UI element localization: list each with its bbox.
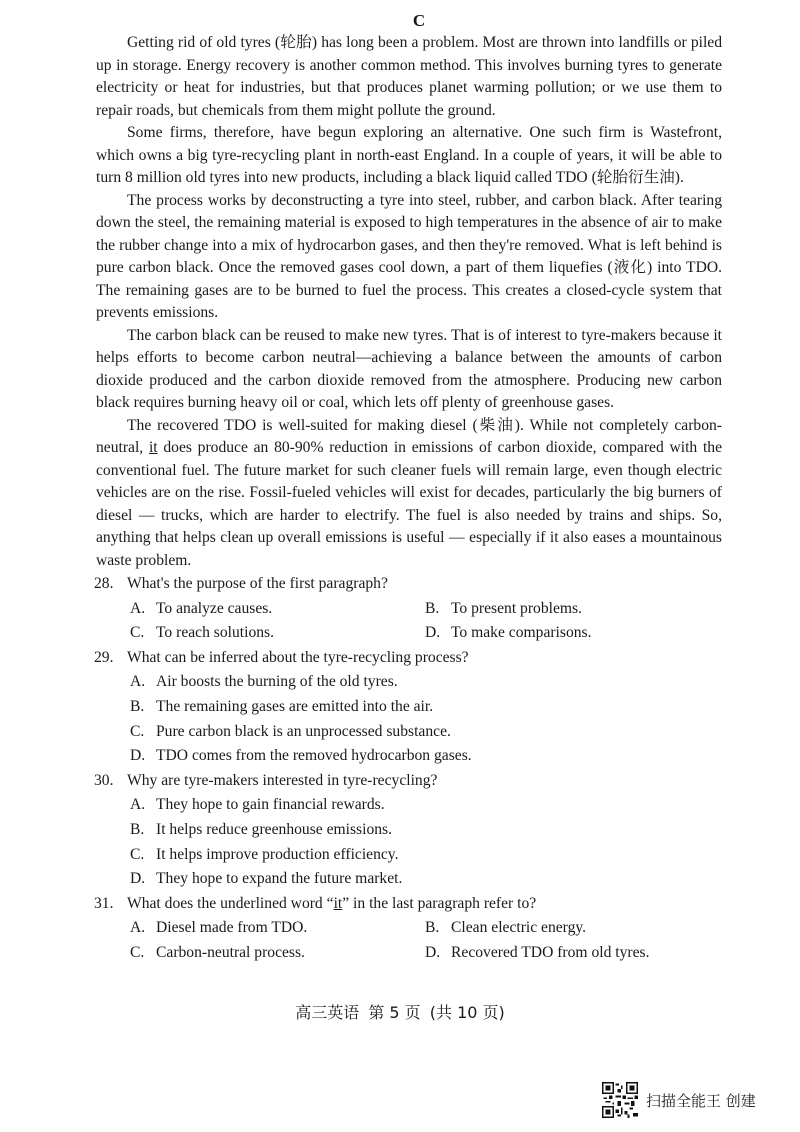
passage-paragraph-4: The carbon black can be reused to make new tyres. That is of interest to tyre-makers because it helps efforts to become carbon neutral—achieving a balance between the amounts of carbon dioxide produced and the carbon dioxide removed from the atmosphere. Producing new carbon black requires burning heavy oil or coal, which lets off plenty of greenhouse gases. xyxy=(96,326,722,411)
exam-page xyxy=(96,10,722,966)
underlined-word: it xyxy=(333,894,343,912)
watermark-text: 扫描全能王 创建 xyxy=(646,1091,756,1110)
option-a[interactable]: A. Air boosts the burning of the old tyres. xyxy=(130,673,398,691)
option-c[interactable]: C. Carbon-neutral process. xyxy=(130,943,305,961)
option-d[interactable]: D. Recovered TDO from old tyres. xyxy=(425,943,650,961)
option-b[interactable]: B. The remaining gases are emitted into the air. xyxy=(130,697,434,715)
option-a[interactable]: A. They hope to gain financial rewards. xyxy=(130,796,385,814)
option-a[interactable]: A. To analyze causes. xyxy=(130,599,273,617)
question-stem: What can be inferred about the tyre-recycling process? xyxy=(127,648,469,666)
question-number: 28. xyxy=(94,575,114,592)
option-c[interactable]: C. To reach solutions. xyxy=(130,624,275,642)
option-a[interactable]: A. Diesel made from TDO. xyxy=(130,919,308,937)
question-29 xyxy=(96,646,722,769)
qr-code-icon xyxy=(602,1082,638,1118)
question-number: 31. xyxy=(94,894,114,912)
footer-subject: 高三英语 xyxy=(295,1003,360,1022)
question-number: 30. xyxy=(94,771,114,789)
passage-paragraph-5 xyxy=(96,415,722,573)
question-stem: Why are tyre-makers interested in tyre-recycling? xyxy=(127,771,438,789)
option-b[interactable]: B. It helps reduce greenhouse emissions. xyxy=(130,820,393,838)
question-number: 29. xyxy=(94,648,114,666)
page-footer xyxy=(0,1000,800,1023)
option-d[interactable]: D. They hope to expand the future market. xyxy=(130,870,403,888)
question-28 xyxy=(96,572,722,646)
option-d[interactable]: D. To make comparisons. xyxy=(425,624,592,642)
option-b[interactable]: B. To present problems. xyxy=(425,599,582,617)
question-stem: What's the purpose of the first paragraph? xyxy=(127,575,388,592)
question-30 xyxy=(96,769,722,892)
passage-paragraph-3: The process works by deconstructing a tyre into steel, rubber, and carbon black. After tearing down the steel, the remaining material is exposed to high temperatures in the absence of air to make the rubber change into a mix of hydrocarbon gases, and then they're removed. What is left behind is pure carbon black. Once the removed gases cool down, a part of them liquefies (液化) into TDO. The remaining gases are to be burned to fuel the process. This creates a closed-cycle system that prevents emissions. xyxy=(96,191,722,321)
passage-paragraph-1: Getting rid of old tyres (轮胎) has long been a problem. Most are thrown into landfills or piled up in storage. Energy recovery is another common method. This involves burning tyres to generate electricity or heat for industries, but that produces planet warming pollution; or we use them to repair roads, but chemicals from them might pollute the ground. xyxy=(96,34,722,119)
question-stem: What does the underlined word “it” in the last paragraph refer to? xyxy=(127,894,537,912)
footer-total-pages: (共 10 页) xyxy=(429,1003,505,1022)
section-heading: C xyxy=(412,11,426,30)
option-c[interactable]: C. It helps improve production efficiency. xyxy=(130,845,399,863)
scanner-watermark xyxy=(602,1082,756,1118)
question-31 xyxy=(96,892,722,966)
option-c[interactable]: C. Pure carbon black is an unprocessed substance. xyxy=(130,722,451,740)
underlined-word-it: it xyxy=(148,439,158,456)
p5-text-before: The recovered TDO is well-suited for making diesel (柴油). While not completely carbon-neutral, xyxy=(96,416,722,456)
footer-page-number: 第 5 页 xyxy=(368,1003,421,1022)
passage-paragraph-2: Some firms, therefore, have begun exploring an alternative. One such firm is Wastefront, which owns a big tyre-recycling plant in north-east England. In a couple of years, it will be able to turn 8 million old tyres into new products, including a black liquid called TDO (轮胎衍生油). xyxy=(96,124,722,186)
p5-text-after: does produce an 80-90% reduction in emissions of carbon dioxide, compared with the conventional fuel. The future market for such cleaner fuels will remain large, even though electric vehicles are on the rise. Fossil-fueled vehicles will exist for decades, particularly the big burners of diesel — trucks, which are harder to electrify. The fuel is also needed by trains and ships. So, anything that helps clean up overall emissions is useful — especially if it also eases a mountainous waste problem. xyxy=(96,439,722,569)
option-b[interactable]: B. Clean electric energy. xyxy=(425,919,587,937)
option-d[interactable]: D. TDO comes from the removed hydrocarbon gases. xyxy=(130,747,472,765)
